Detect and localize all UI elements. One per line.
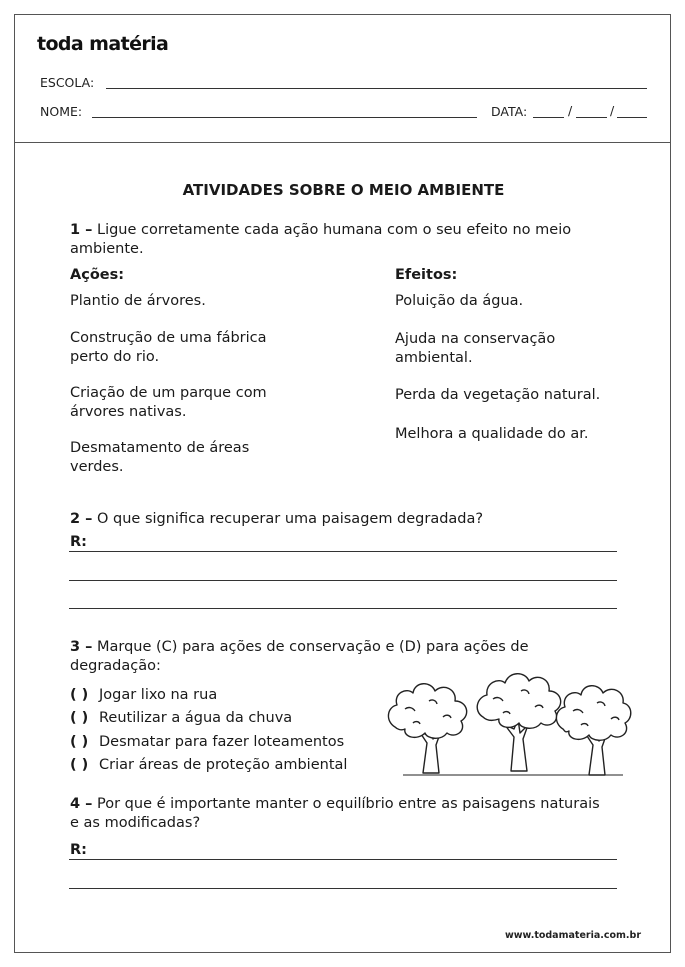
answer-line[interactable] [69,551,617,552]
effects-header: Efeitos: [395,267,458,283]
answer-parentheses[interactable]: ( ) [70,734,89,750]
question-text: degradação: [70,658,161,674]
tree-icon [477,674,560,771]
question-number: 1 – [70,222,93,238]
date-month-field[interactable] [576,117,607,118]
header [15,15,670,143]
checkbox-item[interactable]: ( ) Criar áreas de proteção ambiental [70,757,348,773]
date-separator: / [568,103,573,118]
effect-item[interactable]: Poluição da água. [395,293,524,309]
worksheet [14,14,671,953]
actions-header: Ações: [70,267,125,283]
question-text: e as modificadas? [70,815,201,831]
logo: toda matéria [37,33,169,55]
answer-label: R: [70,534,87,550]
question-number: 2 – [70,511,93,527]
school-label: ESCOLA: [40,75,95,90]
name-field[interactable] [92,117,477,118]
effect-item[interactable]: Ajuda na conservação ambiental. [395,331,556,366]
effect-item[interactable]: Perda da vegetação natural. [395,387,601,403]
question-text: Marque (C) para ações de conservação e (D) para ações de [97,639,529,655]
action-item[interactable]: Desmatamento de áreas verdes. [70,440,250,475]
tree-icon [388,684,466,773]
date-day-field[interactable] [533,117,564,118]
answer-line[interactable] [69,859,617,860]
answer-parentheses[interactable]: ( ) [70,757,89,773]
name-label: NOME: [40,104,83,119]
checkbox-item[interactable]: ( ) Desmatar para fazer loteamentos [70,734,345,750]
answer-line[interactable] [69,580,617,581]
action-item[interactable]: Criação de um parque com árvores nativas. [70,385,267,420]
school-field[interactable] [106,88,647,89]
question-text: Ligue corretamente cada ação humana com o seu efeito no meio [97,222,572,238]
date-label: DATA: [491,104,528,119]
question-number: 3 – [70,639,93,655]
effect-item[interactable]: Melhora a qualidade do ar. [395,426,589,442]
question-4 [70,795,650,833]
answer-parentheses[interactable]: ( ) [70,687,89,703]
question-text: O que significa recuperar uma paisagem degradada? [97,511,484,527]
date-year-field[interactable] [617,117,647,118]
footer-website: www.todamateria.com.br [504,930,641,941]
question-text: ambiente. [70,241,144,257]
answer-parentheses[interactable]: ( ) [70,710,89,726]
answer-line[interactable] [69,888,617,889]
action-item[interactable]: Construção de uma fábrica perto do rio. [70,330,267,365]
tree-icon [556,686,630,775]
question-text: Por que é importante manter o equilíbrio entre as paisagens naturais [97,796,600,812]
question-number: 4 – [70,796,93,812]
trees-illustration [383,669,633,779]
answer-label: R: [70,842,87,858]
question-1 [70,221,630,259]
date-separator: / [610,103,615,118]
page-title: ATIVIDADES SOBRE O MEIO AMBIENTE [182,181,505,199]
action-item[interactable]: Plantio de árvores. [70,293,206,309]
answer-line[interactable] [69,608,617,609]
checkbox-item[interactable]: ( ) Jogar lixo na rua [70,687,218,703]
question-2 [70,510,483,529]
checkbox-item[interactable]: ( ) Reutilizar a água da chuva [70,710,293,726]
